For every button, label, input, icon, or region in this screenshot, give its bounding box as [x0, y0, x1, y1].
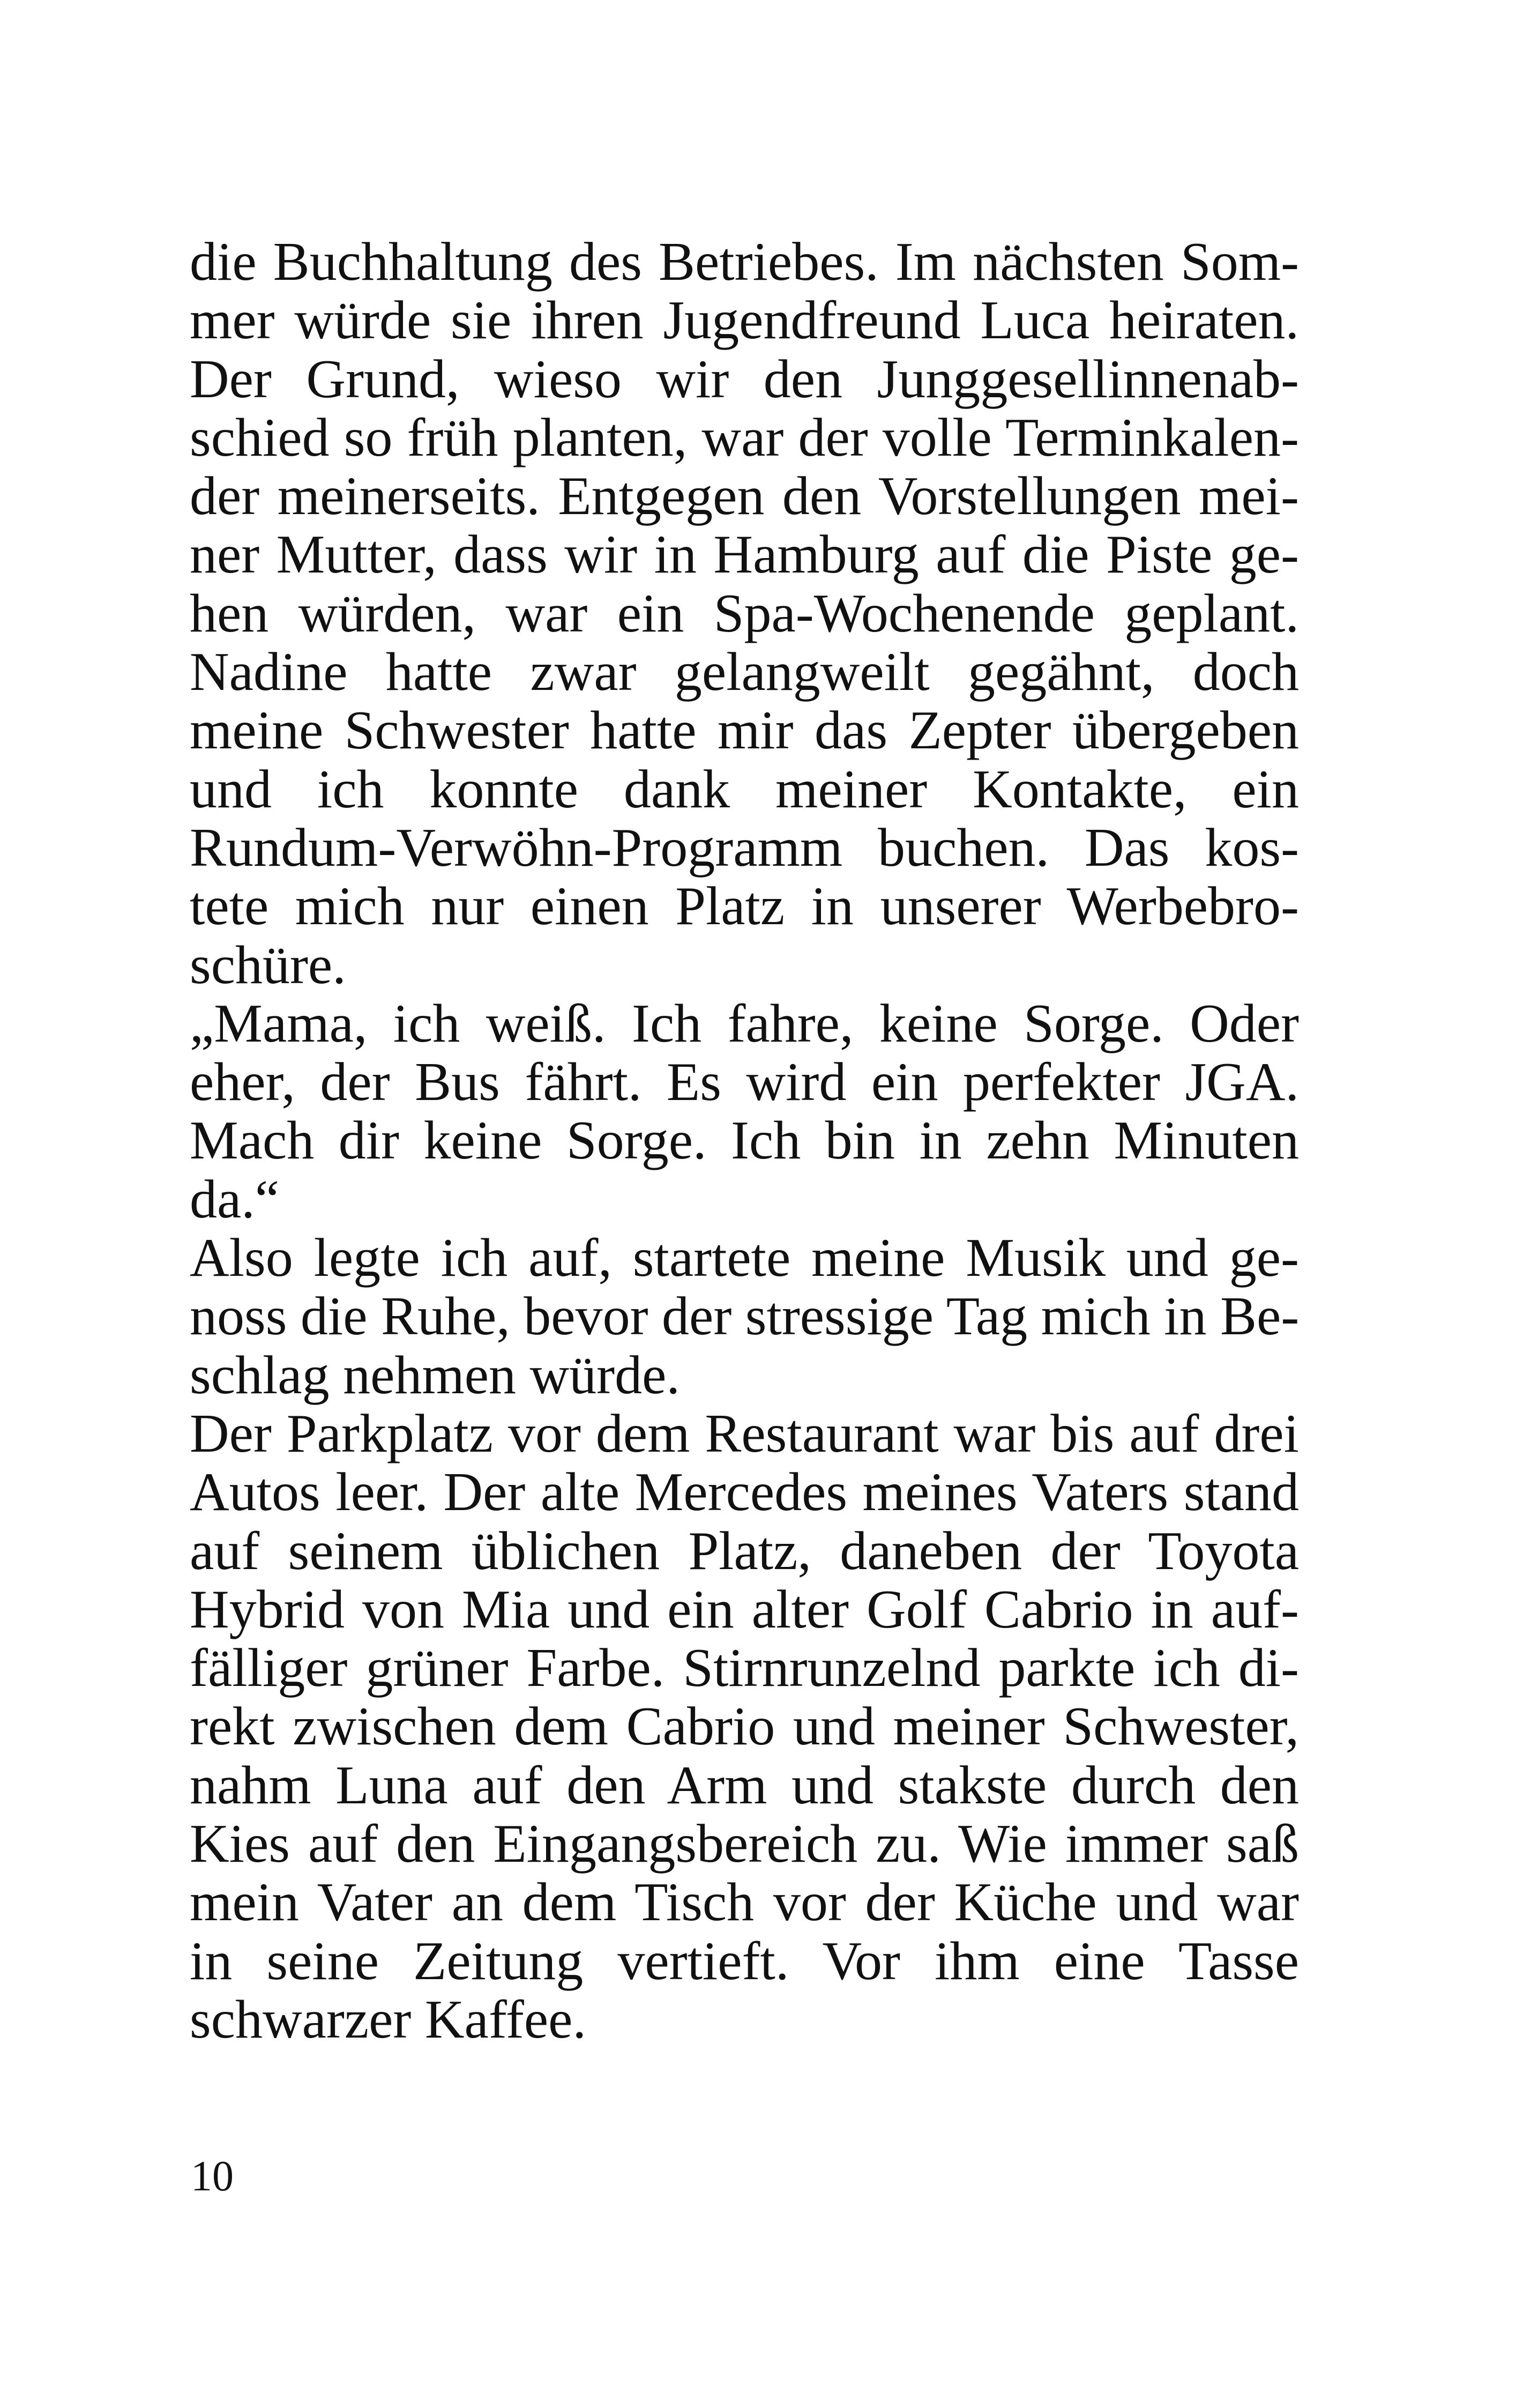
- text-line: auf seinem üblichen Platz, daneben der Toyota: [190, 1520, 1299, 1581]
- text-line: eher, der Bus fährt. Es wird ein perfekter JGA.: [190, 1052, 1299, 1113]
- text-line: mein Vater an dem Tisch vor der Küche und war: [190, 1872, 1299, 1933]
- text-line: schwarzer Kaffee.: [190, 1989, 586, 2050]
- text-line: in seine Zeitung vertieft. Vor ihm eine Tasse: [190, 1930, 1299, 1991]
- text-line: da.“: [190, 1169, 280, 1230]
- text-line: ner Mutter, dass wir in Hamburg auf die Piste ge-: [190, 524, 1299, 585]
- text-line: mer würde sie ihren Jugendfreund Luca heiraten.: [190, 290, 1299, 351]
- text-line: fälliger grüner Farbe. Stirnrunzelnd parkte ich di-: [190, 1638, 1299, 1699]
- text-line: Nadine hatte zwar gelangweilt gegähnt, doch: [190, 642, 1299, 703]
- text-line: Der Parkplatz vor dem Restaurant war bis auf drei: [190, 1403, 1299, 1464]
- text-line: tete mich nur einen Platz in unserer Werbebro-: [190, 876, 1299, 937]
- text-line: Kies auf den Eingangsbereich zu. Wie immer saß: [190, 1814, 1299, 1875]
- text-line: Autos leer. Der alte Mercedes meines Vaters stand: [190, 1462, 1299, 1523]
- text-line: der meinerseits. Entgegen den Vorstellungen mei-: [190, 466, 1299, 527]
- body-text: [190, 233, 1299, 2049]
- text-line: schied so früh planten, war der volle Terminkalen-: [190, 407, 1299, 468]
- text-line: hen würden, war ein Spa-Wochenende geplant.: [190, 583, 1299, 644]
- text-line: schüre.: [190, 934, 346, 995]
- text-line: Mach dir keine Sorge. Ich bin in zehn Minuten: [190, 1110, 1299, 1171]
- text-line: und ich konnte dank meiner Kontakte, ein: [190, 759, 1299, 820]
- text-line: meine Schwester hatte mir das Zepter übergeben: [190, 700, 1299, 761]
- text-line: Also legte ich auf, startete meine Musik und ge-: [190, 1228, 1299, 1289]
- text-line: die Buchhaltung des Betriebes. Im nächsten Som-: [190, 232, 1299, 292]
- text-line: „Mama, ich weiß. Ich fahre, keine Sorge. Oder: [190, 993, 1299, 1054]
- page-number: 10: [191, 2153, 234, 2200]
- text-line: Der Grund, wieso wir den Junggesellinnenab-: [190, 348, 1299, 410]
- text-line: schlag nehmen würde.: [190, 1344, 680, 1406]
- text-line: Hybrid von Mia und ein alter Golf Cabrio in auf-: [190, 1579, 1299, 1640]
- text-line: noss die Ruhe, bevor der stressige Tag mich in Be-: [190, 1286, 1300, 1347]
- text-line: rekt zwischen dem Cabrio und meiner Schwester,: [190, 1696, 1299, 1757]
- text-line: Rundum-Verwöhn-Programm buchen. Das kos-: [190, 817, 1299, 878]
- text-line: nahm Luna auf den Arm und stakste durch den: [190, 1755, 1299, 1816]
